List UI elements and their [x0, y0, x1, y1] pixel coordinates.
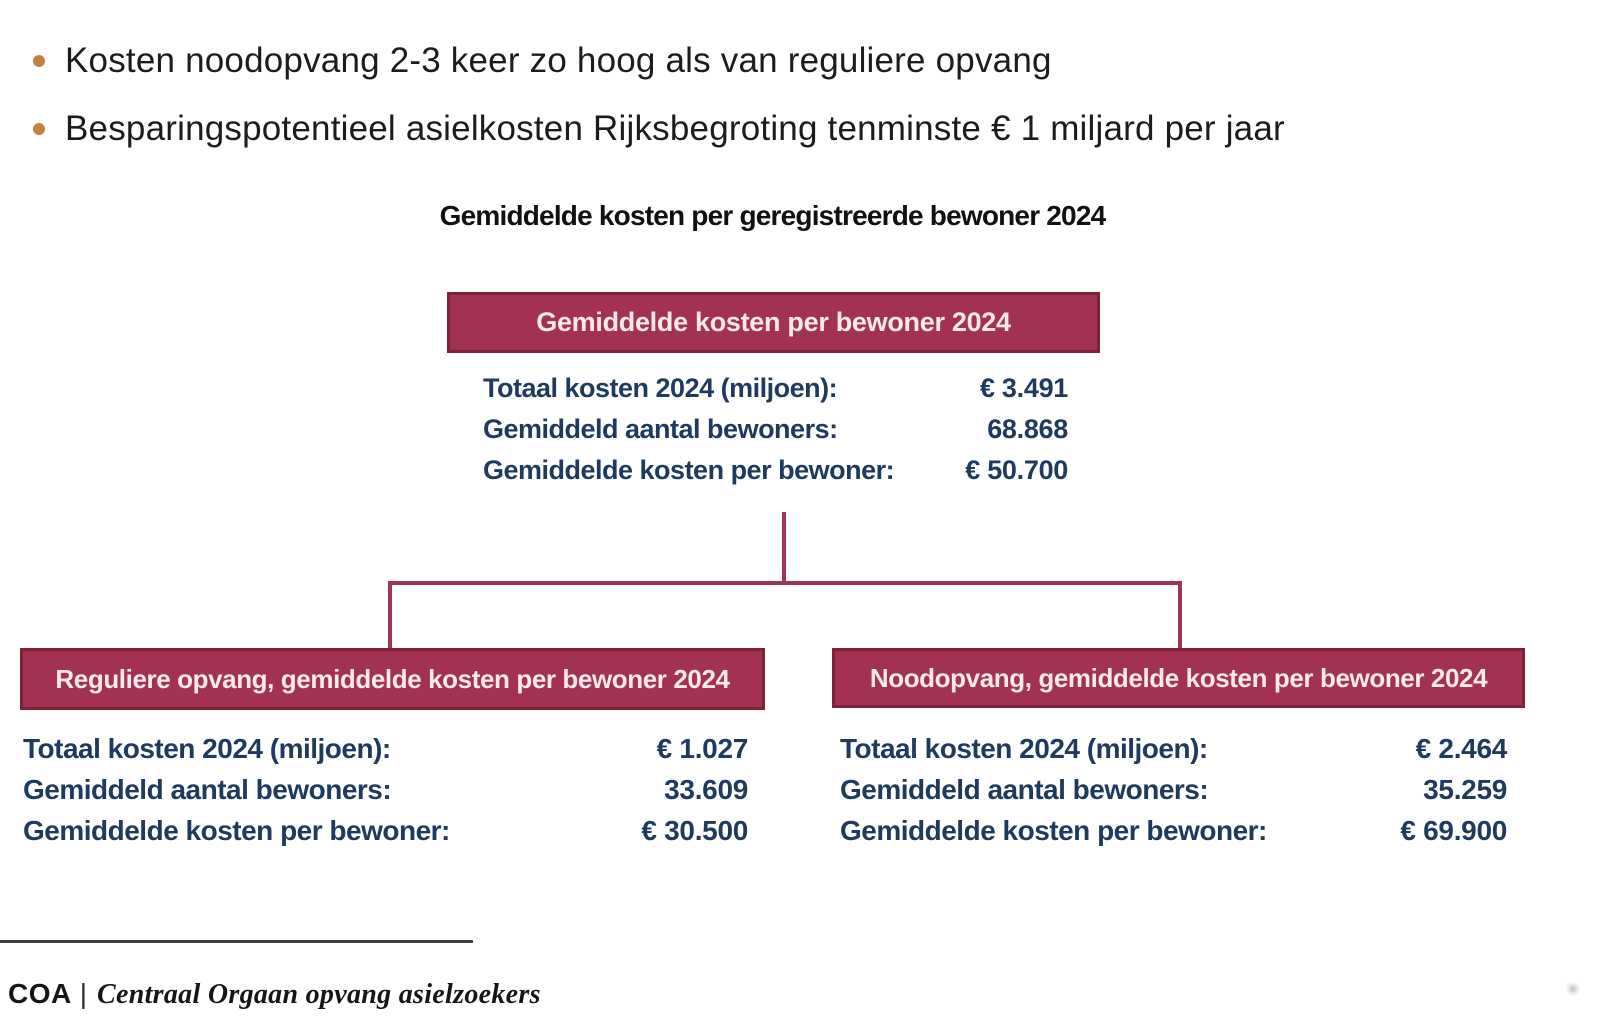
stat-value: € 30.500	[641, 815, 748, 846]
regular-box-header-label: Reguliere opvang, gemiddelde kosten per bewoner 2024	[55, 663, 730, 694]
stat-row	[23, 728, 748, 769]
stat-row	[23, 810, 748, 851]
total-box-stats	[483, 368, 1068, 491]
footer	[8, 978, 541, 1011]
stat-row	[840, 810, 1507, 851]
bullet-icon	[33, 55, 45, 67]
emergency-box-header-label: Noodopvang, gemiddelde kosten per bewoner 2024	[869, 662, 1488, 693]
connector-right-vertical-line	[1178, 581, 1182, 650]
total-box-header	[447, 292, 1100, 353]
scan-smudge-artifact	[1565, 982, 1581, 996]
stat-value: € 1.027	[656, 733, 748, 764]
stat-value: € 2.464	[1415, 733, 1507, 764]
connector-top-vertical-line	[782, 512, 786, 583]
stat-row	[483, 450, 1068, 491]
footer-separator: |	[79, 978, 88, 1009]
diagram-title: Gemiddelde kosten per geregistreerde bewoner 2024	[439, 200, 1106, 231]
stat-label: Totaal kosten 2024 (miljoen):	[23, 733, 391, 764]
stat-label: Totaal kosten 2024 (miljoen):	[840, 733, 1208, 764]
stat-value: € 50.700	[965, 455, 1068, 485]
stat-label: Gemiddeld aantal bewoners:	[23, 774, 392, 805]
stat-row	[483, 368, 1068, 409]
stat-row	[840, 728, 1507, 769]
stat-value: 35.259	[1423, 774, 1507, 805]
stat-label: Gemiddelde kosten per bewoner:	[840, 815, 1267, 846]
stat-row	[840, 769, 1507, 810]
stat-label: Gemiddeld aantal bewoners:	[483, 414, 838, 444]
total-box-header-label: Gemiddelde kosten per bewoner 2024	[536, 307, 1011, 337]
footer-org-abbr: COA	[8, 978, 72, 1009]
bullet-text: Kosten noodopvang 2-3 keer zo hoog als van reguliere opvang	[65, 41, 1052, 80]
stat-row	[23, 769, 748, 810]
stat-label: Gemiddelde kosten per bewoner:	[23, 815, 450, 846]
connector-left-vertical-line	[388, 581, 392, 650]
stat-value: € 69.900	[1400, 815, 1507, 846]
regular-box-header	[20, 648, 765, 710]
stat-label: Totaal kosten 2024 (miljoen):	[483, 373, 838, 403]
stat-label: Gemiddelde kosten per bewoner:	[483, 455, 895, 485]
bullet-item	[33, 40, 1533, 82]
bullet-icon	[33, 123, 45, 135]
footer-org-name: Centraal Orgaan opvang asielzoekers	[97, 979, 541, 1010]
bullet-item	[33, 108, 1533, 150]
connector-horizontal-line	[388, 581, 1182, 585]
stat-row	[483, 409, 1068, 450]
regular-box-stats	[23, 728, 748, 851]
stat-value: 68.868	[987, 414, 1068, 444]
bullet-list	[33, 40, 1533, 176]
bullet-text: Besparingspotentieel asielkosten Rijksbegroting tenminste € 1 miljard per jaar	[65, 109, 1285, 148]
emergency-box-header	[832, 648, 1525, 708]
stat-value: 33.609	[664, 774, 748, 805]
emergency-box-stats	[840, 728, 1507, 851]
stat-value: € 3.491	[980, 373, 1068, 403]
stat-label: Gemiddeld aantal bewoners:	[840, 774, 1209, 805]
footer-divider	[0, 940, 473, 943]
